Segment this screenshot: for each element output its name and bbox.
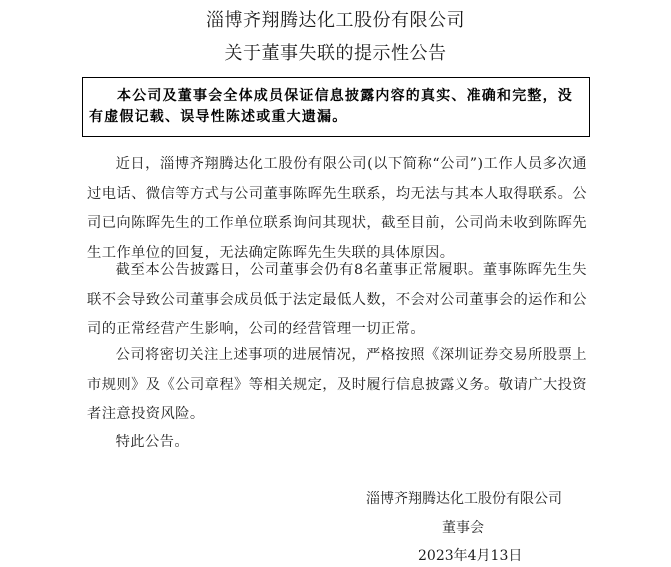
body-paragraph-disclosure-commitment: 公司将密切关注上述事项的进展情况，严格按照《深圳证券交易所股票上市规则》及《公司章程》等相关规定，及时履行信息披露义务。敬请广大投资者注意投资风险。 [87,347,587,422]
signature-company: 淄博齐翔腾达化工股份有限公司 [366,491,562,507]
company-title: 淄博齐翔腾达化工股份有限公司 [206,10,465,31]
notice-title: 关于董事失联的提示性公告 [224,43,447,64]
disclaimer-box: 本公司及董事会全体成员保证信息披露内容的真实、准确和完整，没有虚假记载、误导性陈述或重大遗漏。 [82,77,590,137]
signature-board: 董事会 [442,520,484,536]
body-paragraph-closing: 特此公告。 [115,434,190,450]
body-paragraph-contact-attempts: 近日，淄博齐翔腾达化工股份有限公司(以下简称“公司”)工作人员多次通过电话、微信等方式与公司董事陈晖先生联系，均无法与其本人取得联系。公司已向陈晖先生的工作单位联系询问其现状，截至目前，公司尚未收到陈晖先生工作单位的回复，无法确定陈晖先生失联的具体原因。 [87,156,587,261]
body-paragraph-board-status: 截至本公告披露日，公司董事会仍有8名董事正常履职。董事陈晖先生失联不会导致公司董事会成员低于法定最低人数，不会对公司董事会的运作和公司的正常经营产生影响，公司的经营管理一切正常。 [87,262,587,337]
signature-date: 2023年4月13日 [418,548,523,564]
